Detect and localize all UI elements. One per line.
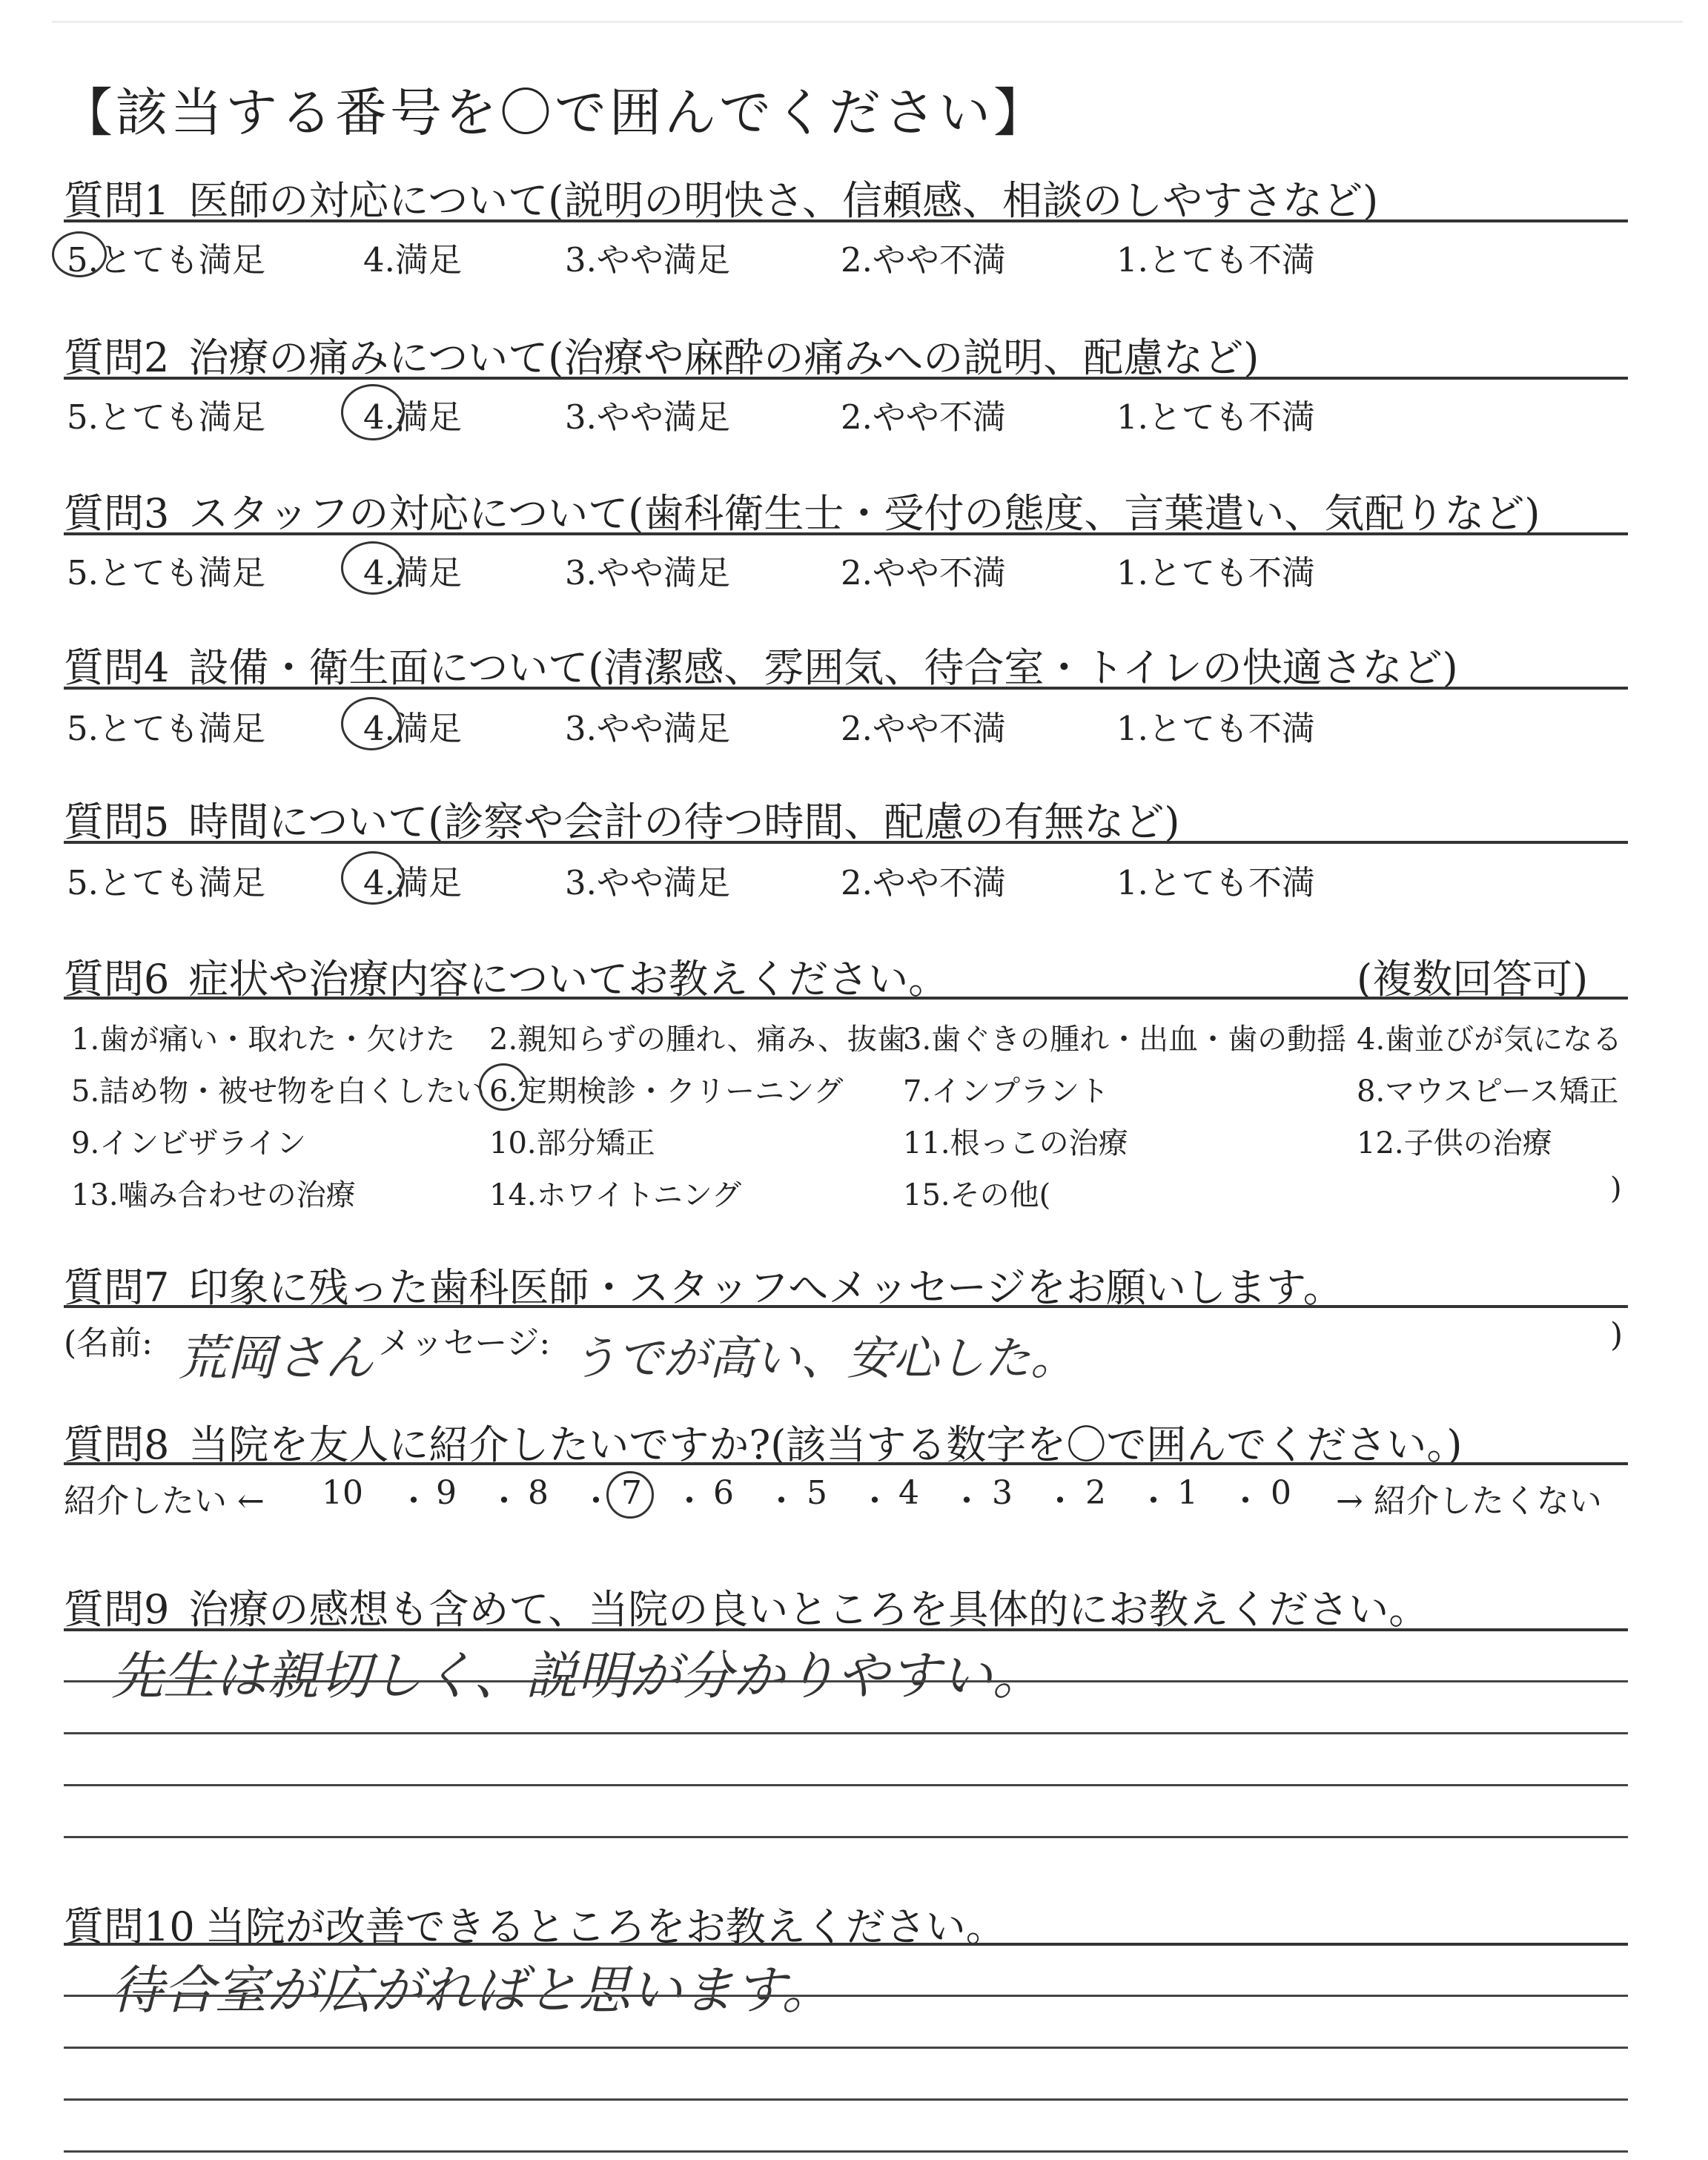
scale-value-4[interactable]: 4: [898, 1474, 919, 1512]
scale-separator: ・: [673, 1482, 706, 1520]
q6-option-9[interactable]: 9.インビザライン: [71, 1126, 306, 1160]
question-text: スタッフの対応について(歯科衛生士・受付の態度、言葉遣い、気配りなど): [188, 490, 1540, 537]
option-5[interactable]: 5.とても満足: [67, 553, 265, 592]
question-text: 医師の対応について(説明の明快さ、信頼感、相談のしやすさなど): [188, 177, 1379, 224]
message-row: [64, 1316, 153, 1364]
option-2[interactable]: 2.やや不満: [841, 397, 1006, 437]
question-rule: [64, 841, 1628, 844]
option-2[interactable]: 2.やや不満: [841, 553, 1006, 592]
scale-value-6[interactable]: 6: [713, 1474, 734, 1512]
question-text: 時間について(診察や会計の待つ時間、配慮の有無など): [188, 799, 1180, 845]
scale-separator: ・: [858, 1482, 891, 1520]
question-rule: [64, 1462, 1628, 1465]
option-1[interactable]: 1.とても不満: [1116, 240, 1315, 280]
q6-option-14[interactable]: 14.ホワイトニング: [489, 1178, 742, 1212]
option-4[interactable]: 4.満足: [363, 240, 462, 280]
scale-separator: ・: [765, 1482, 798, 1520]
question-rule: [64, 532, 1628, 535]
option-4[interactable]: 4.満足: [363, 553, 462, 592]
question-3: [64, 482, 1540, 539]
option-2[interactable]: 2.やや不満: [841, 709, 1006, 748]
message-value[interactable]: うでが高い、安心した。: [571, 1331, 1077, 1385]
scale-right-label: → 紹介したくない: [1336, 1482, 1602, 1520]
question-rule: [64, 377, 1628, 380]
scale-value-5[interactable]: 5: [807, 1474, 827, 1512]
option-4[interactable]: 4.満足: [363, 709, 462, 748]
scale-value-10[interactable]: 10: [322, 1474, 363, 1512]
question-rule: [64, 219, 1628, 222]
option-1[interactable]: 1.とても不満: [1116, 709, 1315, 748]
q6-option-2[interactable]: 2.親知らずの腫れ、痛み、抜歯: [489, 1023, 907, 1057]
option-1[interactable]: 1.とても不満: [1116, 863, 1315, 902]
message-label: メッセージ:: [378, 1324, 551, 1362]
scale-value-1[interactable]: 1: [1177, 1474, 1198, 1512]
scale-separator: ・: [1229, 1482, 1262, 1520]
question-number: 質問7: [64, 1264, 170, 1311]
question-rule: [64, 1628, 1628, 1631]
q6-option-5[interactable]: 5.詰め物・被せ物を白くしたい: [71, 1074, 486, 1109]
scale-separator: ・: [488, 1482, 520, 1520]
option-4[interactable]: 4.満足: [363, 863, 462, 902]
writing-line: [64, 2150, 1628, 2153]
message-label-row: [378, 1316, 550, 1364]
q9-answer[interactable]: 先生は親切しく、説明が分かりやすい。: [111, 1645, 1045, 1706]
q6-option-13[interactable]: 13.噛み合わせの治療: [71, 1178, 356, 1212]
question-text: 印象に残った歯科医師・スタッフへメッセージをお願いします。: [188, 1264, 1343, 1311]
scale-value-2[interactable]: 2: [1085, 1474, 1106, 1512]
q6-option-10[interactable]: 10.部分矯正: [489, 1126, 655, 1160]
option-3[interactable]: 3.やや満足: [565, 863, 730, 902]
question-rule: [64, 1943, 1628, 1946]
question-number: 質問3: [64, 490, 170, 537]
writing-line: [64, 1995, 1628, 1997]
selection-circle: [606, 1471, 654, 1519]
rating-options-q5: [67, 856, 1638, 900]
page-title: 【該当する番号を〇で囲んでください】: [61, 82, 1048, 143]
q6-option-7[interactable]: 7.インプラント: [903, 1074, 1110, 1109]
question-2: [64, 326, 1259, 383]
scale-value-8[interactable]: 8: [528, 1474, 549, 1512]
option-5[interactable]: 5.とても満足: [67, 240, 265, 280]
q6-option-3[interactable]: 3.歯ぐきの腫れ・出血・歯の動揺: [903, 1023, 1347, 1057]
option-5[interactable]: 5.とても満足: [67, 863, 265, 902]
question-number: 質問1: [64, 177, 170, 224]
scale-value-7[interactable]: 7: [621, 1474, 642, 1512]
question-4: [64, 636, 1458, 693]
option-3[interactable]: 3.やや満足: [565, 397, 730, 437]
recommend-scale: [64, 1474, 1628, 1519]
option-5[interactable]: 5.とても満足: [67, 709, 265, 748]
option-3[interactable]: 3.やや満足: [565, 240, 730, 280]
writing-line: [64, 1680, 1628, 1682]
option-2[interactable]: 2.やや不満: [841, 863, 1006, 902]
name-label: (名前:: [64, 1324, 153, 1362]
question-number: 質問4: [64, 644, 170, 691]
question-text: 当院を友人に紹介したいですか?(該当する数字を〇で囲んでください。): [188, 1421, 1463, 1468]
selection-circle: [341, 851, 405, 905]
option-4[interactable]: 4.満足: [363, 397, 462, 437]
writing-line: [64, 1836, 1628, 1838]
option-3[interactable]: 3.やや満足: [565, 553, 730, 592]
question-text: 治療の感想も含めて、当院の良いところを具体的にお教えください。: [188, 1586, 1429, 1633]
rating-options-q3: [67, 546, 1638, 590]
question-text: 症状や治療内容についてお教えください。: [188, 956, 949, 1003]
q10-answer[interactable]: 待合室が広がればと思います。: [111, 1960, 834, 2021]
selection-circle: [52, 231, 107, 277]
scale-separator: ・: [950, 1482, 983, 1520]
q6-option-8[interactable]: 8.マウスピース矯正: [1357, 1074, 1619, 1109]
question-text: 当院が改善できるところをお教えください。: [205, 1903, 1006, 1950]
option-3[interactable]: 3.やや満足: [565, 709, 730, 748]
rating-options-q4: [67, 701, 1638, 746]
close-paren: ): [1610, 1172, 1622, 1206]
question-5: [64, 790, 1179, 848]
writing-line: [64, 2047, 1628, 2049]
writing-line: [64, 1732, 1628, 1734]
scale-separator: ・: [580, 1482, 612, 1520]
scale-separator: ・: [397, 1482, 430, 1520]
question-number: 質問8: [64, 1421, 170, 1468]
q6-option-6[interactable]: 6.定期検診・クリーニング: [489, 1074, 844, 1109]
question-rule: [64, 1305, 1628, 1308]
question-9: [64, 1578, 1429, 1635]
option-1[interactable]: 1.とても不満: [1116, 553, 1315, 592]
q6-option-15[interactable]: 15.その他(: [903, 1178, 1051, 1212]
q6-option-4[interactable]: 4.歯並びが気になる: [1357, 1023, 1623, 1057]
selection-circle: [341, 384, 405, 440]
multiple-answers-note: (複数回答可): [1357, 956, 1589, 1003]
scale-left-label: 紹介したい ←: [64, 1482, 265, 1520]
close-paren: ): [1610, 1316, 1623, 1354]
question-rule: [64, 687, 1628, 690]
writing-line: [64, 1784, 1628, 1786]
question-number: 質問9: [64, 1586, 170, 1633]
scale-separator: ・: [1137, 1482, 1170, 1520]
top-edge: [52, 21, 1683, 23]
rating-options-q1: [67, 233, 1638, 280]
option-2[interactable]: 2.やや不満: [841, 240, 1006, 280]
option-5[interactable]: 5.とても満足: [67, 397, 265, 437]
question-number: 質問5: [64, 799, 170, 845]
question-number: 質問2: [64, 334, 170, 381]
question-number: 質問10: [64, 1903, 195, 1950]
question-1: [64, 169, 1378, 226]
writing-line: [64, 2098, 1628, 2101]
question-number: 質問6: [64, 956, 170, 1003]
name-value[interactable]: 荒岡さん: [178, 1330, 374, 1387]
rating-options-q2: [67, 390, 1638, 435]
scale-value-3[interactable]: 3: [992, 1474, 1013, 1512]
q6-option-1[interactable]: 1.歯が痛い・取れた・欠けた: [71, 1023, 456, 1057]
scale-value-9[interactable]: 9: [436, 1474, 457, 1512]
question-rule: [64, 997, 1628, 1000]
selection-circle: [479, 1063, 528, 1111]
selection-circle: [341, 541, 405, 595]
question-text: 設備・衛生面について(清潔感、雰囲気、待合室・トイレの快適さなど): [188, 644, 1458, 691]
option-1[interactable]: 1.とても不満: [1116, 397, 1315, 437]
scale-separator: ・: [1044, 1482, 1076, 1520]
question-text: 治療の痛みについて(治療や麻酔の痛みへの説明、配慮など): [188, 334, 1260, 381]
scale-value-0[interactable]: 0: [1271, 1474, 1291, 1512]
q6-option-12[interactable]: 12.子供の治療: [1357, 1126, 1552, 1160]
q6-option-11[interactable]: 11.根っこの治療: [903, 1126, 1128, 1160]
selection-circle: [341, 697, 402, 750]
